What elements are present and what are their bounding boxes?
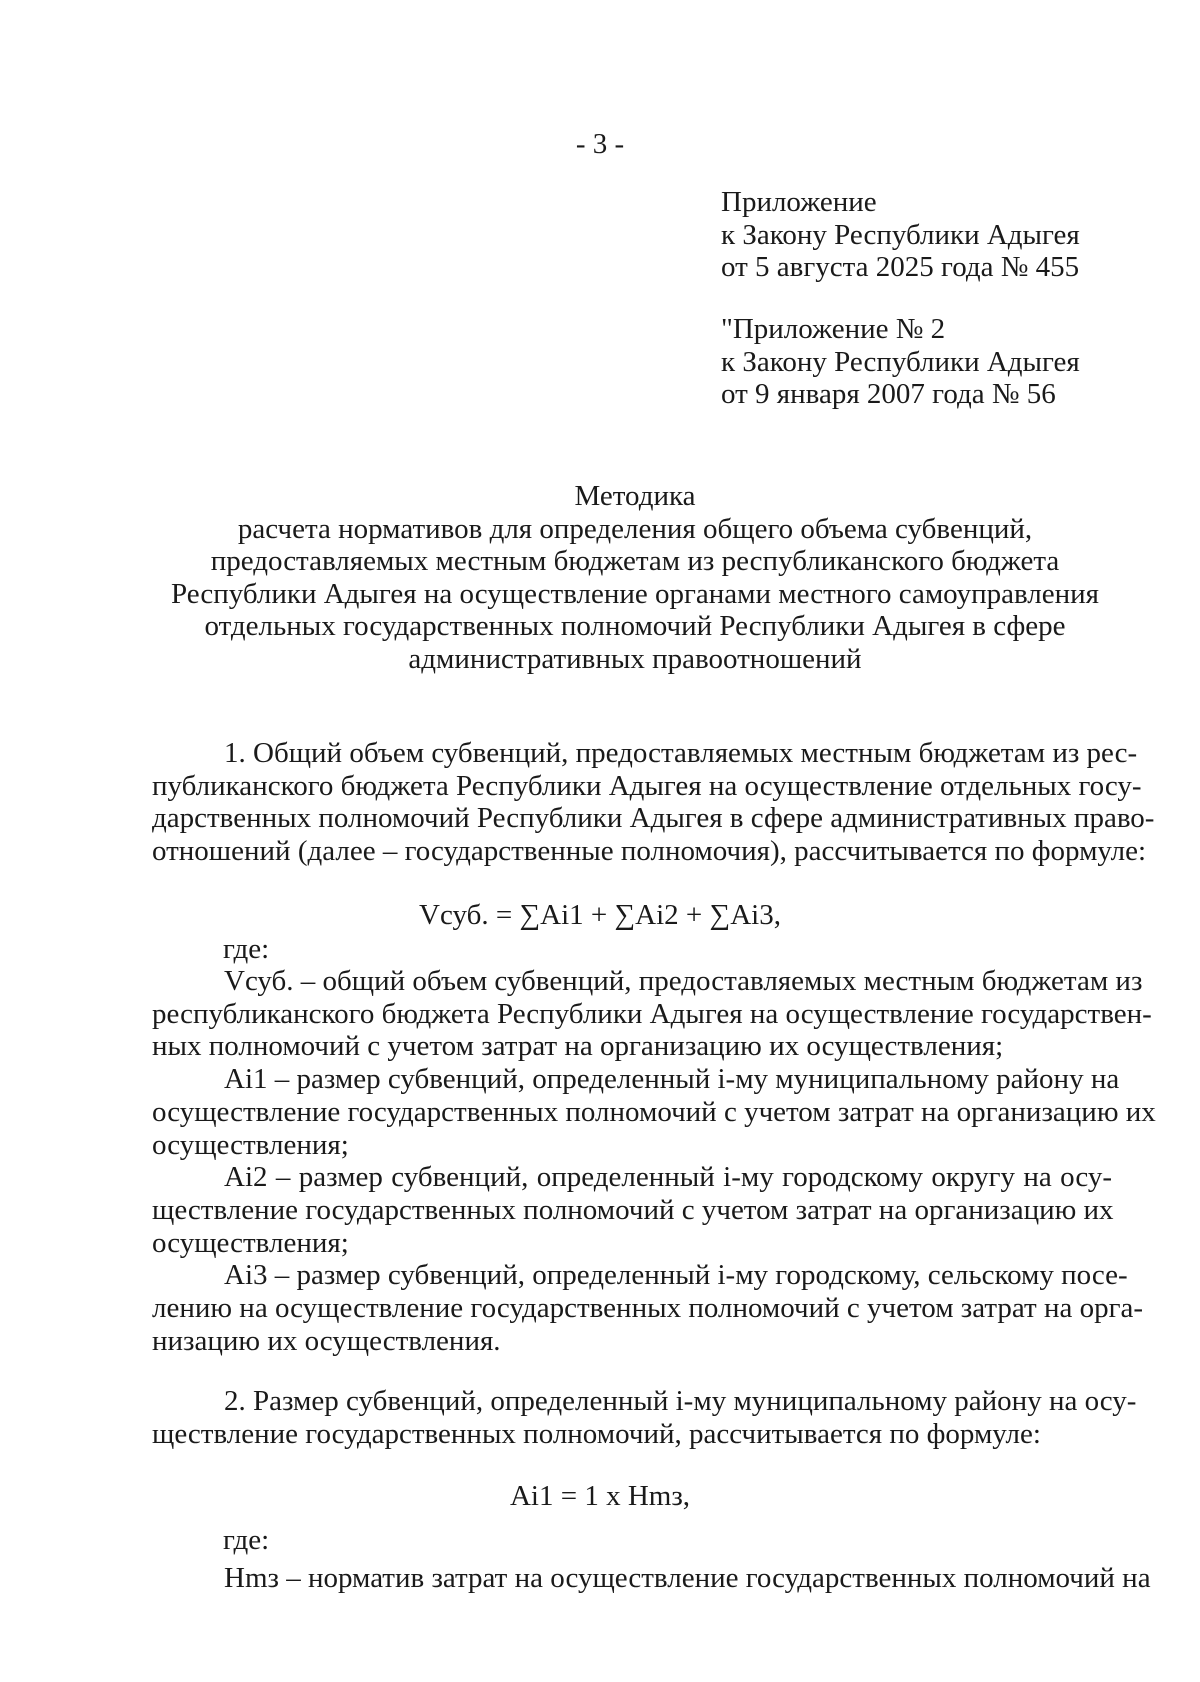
definition-line: осуществления; — [152, 1226, 349, 1259]
document-title — [140, 480, 1130, 675]
paragraph-line: 2. Размер субвенций, определенный i-му муниципальному району на осу- — [224, 1385, 1137, 1417]
original-appendix-label: "Приложение № 2 — [721, 313, 946, 345]
definition-line: ществление государственных полномочий с учетом затрат на организацию их — [152, 1193, 1114, 1226]
title-line: предоставляемых местным бюджетам из республиканского бюджета — [210, 545, 1060, 577]
original-appendix-header — [721, 313, 1181, 411]
title-line: административных правоотношений — [408, 642, 862, 675]
definition-nmz: Нmз – норматив затрат на осуществление государственных полномочий на — [224, 1562, 1151, 1594]
where-label: где: — [223, 1524, 270, 1556]
definition-line: осуществления; — [152, 1128, 349, 1161]
paragraph-line: дарственных полномочий Республики Адыгея в сфере административных право- — [152, 802, 1155, 835]
section-2-paragraph — [152, 1385, 1137, 1450]
formula-ai1: Ai1 = 1 x Нmз, — [509, 1480, 691, 1512]
definition-line: низацию их осуществления. — [152, 1324, 501, 1357]
definition-line: Ai1 – размер субвенций, определенный i-му муниципальному району на — [224, 1063, 1120, 1096]
definition-line: Ai2 – размер субвенций, определенный i-му городскому округу на осу- — [224, 1161, 1112, 1194]
paragraph-line: ществление государственных полномочий, рассчитывается по формуле: — [152, 1417, 1041, 1450]
section-2-definition — [152, 1562, 1151, 1595]
definition-line: республиканского бюджета Республики Адыгея на осуществление государствен- — [152, 997, 1152, 1030]
definition-line: Vсуб. – общий объем субвенций, предоставляемых местным бюджетам из — [224, 965, 1143, 997]
appendix-law-date: от 5 августа 2025 года № 455 — [721, 251, 1080, 283]
title-line: расчета нормативов для определения общего объема субвенций, — [237, 512, 1033, 545]
paragraph-line: 1. Общий объем субвенций, предоставляемых местным бюджетам из рес- — [224, 737, 1138, 769]
page-number: - 3 - — [575, 128, 625, 160]
formula-total-subvention: Vсуб. = ∑Ai1 + ∑Ai2 + ∑Ai3, — [419, 899, 781, 931]
appendix-law-ref: к Закону Республики Адыгея — [721, 218, 1080, 251]
section-1-definitions — [152, 965, 1156, 1357]
title-line: отдельных государственных полномочий Республики Адыгея в сфере — [204, 610, 1066, 642]
definition-line: ных полномочий с учетом затрат на организацию их осуществления; — [152, 1030, 1004, 1063]
definition-vsub — [152, 965, 1152, 1063]
definition-line: лению на осуществление государственных полномочий с учетом затрат на орга- — [152, 1292, 1144, 1325]
definition-line: осуществление государственных полномочий с учетом затрат на организацию их — [152, 1095, 1156, 1128]
paragraph-line: публиканского бюджета Республики Адыгея на осуществление отдельных госу- — [152, 769, 1142, 802]
original-appendix-law-date: от 9 января 2007 года № 56 — [721, 378, 1056, 410]
original-appendix-law-ref: к Закону Республики Адыгея — [721, 345, 1080, 378]
title-heading: Методика — [574, 480, 696, 512]
section-1-paragraph — [152, 737, 1155, 868]
appendix-header — [721, 186, 1181, 284]
title-line: Республики Адыгея на осуществление органами местного самоуправления — [171, 577, 1099, 610]
where-label: где: — [223, 933, 270, 965]
definition-ai3 — [152, 1259, 1144, 1357]
paragraph-line: отношений (далее – государственные полномочия), рассчитывается по формуле: — [152, 835, 1147, 868]
appendix-label: Приложение — [721, 186, 877, 218]
definition-line: Ai3 – размер субвенций, определенный i-му городскому, сельскому посе- — [224, 1259, 1128, 1292]
definition-ai1 — [152, 1063, 1156, 1161]
definition-ai2 — [152, 1161, 1112, 1259]
